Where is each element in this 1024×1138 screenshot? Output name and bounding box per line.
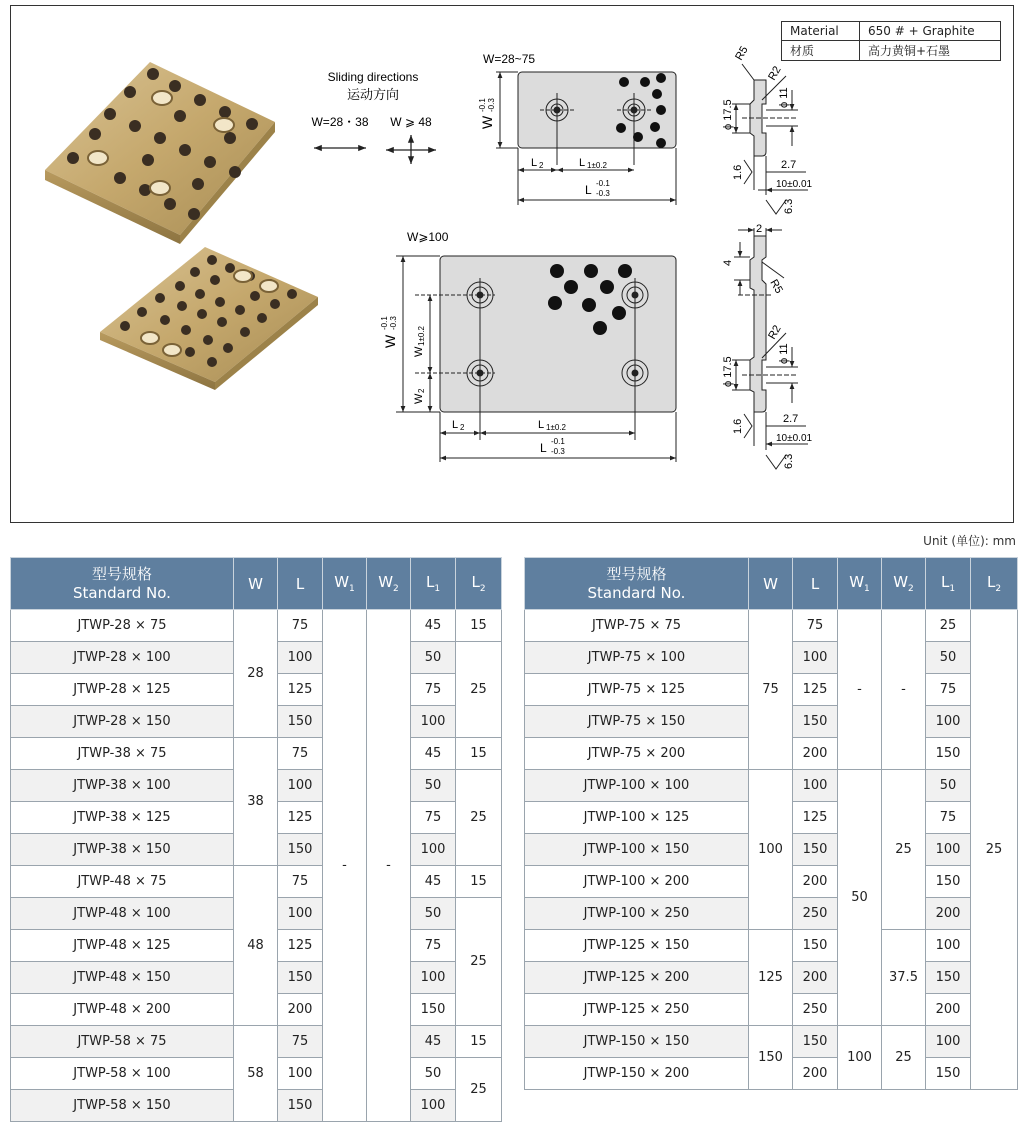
tol-plus-l2: -0.1 (551, 437, 565, 446)
cell-l: 200 (793, 866, 838, 898)
cell-w2: - (882, 610, 926, 770)
label-l2-plan2: L (452, 419, 459, 431)
phi175-top: ϕ 17.5 (722, 99, 734, 130)
cell-std: JTWP-38 × 75 (11, 738, 234, 770)
d63-bottom: 6.3 (783, 453, 795, 469)
cell-std: JTWP-75 × 75 (525, 610, 749, 642)
cell-l: 125 (793, 674, 838, 706)
cell-w1: - (323, 610, 367, 1122)
table-row (525, 610, 1018, 642)
label-l-plan2: L (540, 441, 547, 455)
cell-l1: 200 (926, 898, 971, 930)
cell-l: 150 (278, 834, 323, 866)
cell-l1: 50 (411, 1058, 456, 1090)
cell-l1: 200 (926, 994, 971, 1026)
cell-l1: 100 (926, 1026, 971, 1058)
cell-w2: - (367, 610, 411, 1122)
cell-w1: - (838, 610, 882, 770)
cell-l: 75 (278, 610, 323, 642)
label-l1-plan1: L (579, 157, 586, 169)
label-l2-plan1-sub: 2 (539, 161, 544, 170)
cell-l: 125 (278, 802, 323, 834)
sliding-w-large: W ⩾ 48 (390, 115, 432, 129)
material-label-cn: 材质 (782, 41, 860, 61)
cell-l1: 75 (411, 802, 456, 834)
cell-std: JTWP-38 × 125 (11, 802, 234, 834)
table-header-row (11, 558, 502, 610)
cell-l2: 25 (456, 898, 502, 1026)
cell-l: 150 (278, 962, 323, 994)
cell-std: JTWP-58 × 75 (11, 1026, 234, 1058)
cell-l1: 50 (926, 770, 971, 802)
cell-std: JTWP-100 × 100 (525, 770, 749, 802)
cell-w2: 37.5 (882, 930, 926, 1026)
header-l1: $L_1$ (926, 558, 971, 610)
sliding-title-en: Sliding directions (327, 70, 419, 84)
cell-l2: 25 (456, 642, 502, 738)
cell-l1: 45 (411, 1026, 456, 1058)
table-row (525, 770, 1018, 802)
cell-l: 250 (793, 898, 838, 930)
unit-label: Unit (单位): mm (923, 534, 1016, 548)
cell-l: 125 (793, 802, 838, 834)
table-row (11, 738, 502, 770)
cell-std: JTWP-100 × 125 (525, 802, 749, 834)
cell-l1: 75 (411, 930, 456, 962)
cell-l: 125 (278, 674, 323, 706)
cell-l1: 100 (411, 834, 456, 866)
cell-std: JTWP-48 × 200 (11, 994, 234, 1026)
label-w-top: W=28~75 (483, 52, 536, 66)
cell-w2: 25 (882, 1026, 926, 1090)
cell-w: 28 (234, 610, 278, 738)
cell-l: 200 (793, 738, 838, 770)
spec-table-right (524, 557, 1018, 1090)
sliding-w-small: W=28・38 (311, 115, 369, 129)
cell-w: 38 (234, 738, 278, 866)
d2-bottom: 2 (756, 223, 763, 235)
tol-minus-l2: -0.3 (551, 447, 565, 456)
tol-minus-w2: -0.3 (389, 316, 398, 330)
header-w2: $W_2$ (367, 558, 411, 610)
cell-l1: 150 (411, 994, 456, 1026)
d10-top: 10±0.01 (776, 179, 813, 190)
header-w2: $W_2$ (882, 558, 926, 610)
cell-l: 125 (278, 930, 323, 962)
cell-l2: 15 (456, 610, 502, 642)
d63-top: 6.3 (783, 198, 795, 214)
r5-bottom: R5 (767, 277, 785, 296)
d4-bottom: 4 (722, 259, 734, 266)
cell-l1: 50 (411, 770, 456, 802)
cell-l: 200 (793, 962, 838, 994)
cell-l: 150 (793, 706, 838, 738)
header-w1: $W_1$ (323, 558, 367, 610)
label-w1-plan2-sub: 1±0.2 (417, 326, 426, 346)
cell-l2: 15 (456, 866, 502, 898)
d16-bottom: 1.6 (732, 418, 744, 434)
cell-std: JTWP-150 × 200 (525, 1058, 749, 1090)
cell-l1: 75 (926, 674, 971, 706)
header-l1: $L_1$ (411, 558, 456, 610)
d10-bottom: 10±0.01 (776, 433, 813, 444)
cell-l1: 45 (411, 738, 456, 770)
cell-l: 150 (793, 930, 838, 962)
cell-l: 150 (278, 1090, 323, 1122)
cell-w: 100 (749, 770, 793, 930)
cell-w: 48 (234, 866, 278, 1026)
cell-l1: 100 (926, 930, 971, 962)
cell-l1: 45 (411, 866, 456, 898)
cell-l2: 15 (456, 738, 502, 770)
cell-l: 200 (793, 1058, 838, 1090)
cell-l1: 100 (926, 834, 971, 866)
cell-l1: 50 (411, 642, 456, 674)
spec-table-left (10, 557, 502, 1122)
tol-plus-l1: -0.1 (596, 179, 610, 188)
cell-std: JTWP-125 × 200 (525, 962, 749, 994)
label-l-plan1: L (585, 183, 592, 197)
cell-l: 75 (793, 610, 838, 642)
plan-view-wide (396, 256, 676, 462)
r2-bottom: R2 (766, 323, 784, 342)
cell-l1: 100 (926, 706, 971, 738)
tol-plus-w1: -0.1 (478, 98, 487, 112)
label-w2-plan2-sub: 2 (417, 388, 426, 393)
label-l2-plan1: L (531, 157, 538, 169)
tol-minus-w1: -0.3 (487, 98, 496, 112)
cell-std: JTWP-28 × 150 (11, 706, 234, 738)
cell-l2: 25 (971, 610, 1018, 1090)
cell-l1: 150 (926, 738, 971, 770)
cell-l: 100 (278, 770, 323, 802)
cell-l: 150 (793, 834, 838, 866)
cell-l: 100 (793, 642, 838, 674)
cell-std: JTWP-125 × 250 (525, 994, 749, 1026)
cell-std: JTWP-100 × 150 (525, 834, 749, 866)
header-w: W (234, 558, 278, 610)
cell-std: JTWP-38 × 100 (11, 770, 234, 802)
phi175-bottom: ϕ 17.5 (722, 356, 734, 387)
r2-top: R2 (766, 64, 784, 83)
cell-std: JTWP-58 × 150 (11, 1090, 234, 1122)
cell-l1: 45 (411, 610, 456, 642)
cell-std: JTWP-100 × 200 (525, 866, 749, 898)
cell-l: 250 (793, 994, 838, 1026)
label-w-plan2: W (382, 334, 398, 348)
cell-l: 100 (278, 898, 323, 930)
label-l1-plan2: L (538, 419, 545, 431)
cell-l: 200 (278, 994, 323, 1026)
cell-l1: 150 (926, 866, 971, 898)
cell-w2: 25 (882, 770, 926, 930)
cell-std: JTWP-38 × 150 (11, 834, 234, 866)
label-l2-plan2-sub: 2 (460, 423, 465, 432)
header-l2: $L_2$ (456, 558, 502, 610)
cell-std: JTWP-28 × 75 (11, 610, 234, 642)
material-label: Material (782, 22, 860, 41)
cell-std: JTWP-150 × 150 (525, 1026, 749, 1058)
header-standard: 型号规格 Standard No. (11, 558, 234, 610)
material-value: 650 # + Graphite (860, 22, 1001, 41)
cell-std: JTWP-75 × 200 (525, 738, 749, 770)
table-row (11, 1026, 502, 1058)
table-row (11, 866, 502, 898)
cell-std: JTWP-48 × 100 (11, 898, 234, 930)
cell-std: JTWP-75 × 100 (525, 642, 749, 674)
header-l: L (793, 558, 838, 610)
tol-plus-w2: -0.1 (380, 316, 389, 330)
tol-minus-l1: -0.3 (596, 189, 610, 198)
cell-l1: 150 (926, 1058, 971, 1090)
cell-std: JTWP-125 × 150 (525, 930, 749, 962)
cell-l1: 100 (411, 962, 456, 994)
cell-l: 100 (278, 642, 323, 674)
sliding-directions (311, 70, 436, 164)
label-w1-plan2: W (413, 346, 425, 357)
cell-std: JTWP-28 × 125 (11, 674, 234, 706)
phi11-bottom: ϕ 11 (778, 343, 790, 364)
cell-l: 100 (793, 770, 838, 802)
label-l1-plan2-sub: 1±0.2 (546, 423, 566, 432)
cell-l1: 100 (411, 706, 456, 738)
label-w-bottom: W⩾100 (407, 230, 449, 244)
header-w1: $W_1$ (838, 558, 882, 610)
header-l: L (278, 558, 323, 610)
cell-std: JTWP-28 × 100 (11, 642, 234, 674)
cell-l1: 75 (926, 802, 971, 834)
cell-w1: 100 (838, 1026, 882, 1090)
cell-w: 125 (749, 930, 793, 1026)
cell-std: JTWP-48 × 75 (11, 866, 234, 898)
table-row (525, 1026, 1018, 1058)
cell-l2: 25 (456, 1058, 502, 1122)
cell-l2: 15 (456, 1026, 502, 1058)
label-w2-plan2: W (413, 393, 425, 404)
cell-l1: 100 (411, 1090, 456, 1122)
table-row (11, 610, 502, 642)
header-w: W (749, 558, 793, 610)
cell-w: 58 (234, 1026, 278, 1122)
cell-std: JTWP-48 × 150 (11, 962, 234, 994)
cell-std: JTWP-48 × 125 (11, 930, 234, 962)
cell-l: 150 (278, 706, 323, 738)
cell-l: 150 (793, 1026, 838, 1058)
label-l1-plan1-sub: 1±0.2 (587, 161, 607, 170)
label-w-plan1: W (479, 115, 495, 129)
cell-std: JTWP-75 × 125 (525, 674, 749, 706)
cell-l1: 50 (411, 898, 456, 930)
cell-w: 75 (749, 610, 793, 770)
technical-drawing (0, 0, 1024, 525)
cell-l: 75 (278, 1026, 323, 1058)
cell-std: JTWP-75 × 150 (525, 706, 749, 738)
cell-l1: 50 (926, 642, 971, 674)
r5-top: R5 (733, 44, 751, 63)
cell-l2: 25 (456, 770, 502, 866)
table-row (525, 930, 1018, 962)
cell-std: JTWP-58 × 100 (11, 1058, 234, 1090)
cell-l1: 25 (926, 610, 971, 642)
cell-l1: 150 (926, 962, 971, 994)
header-l2: $L_2$ (971, 558, 1018, 610)
cell-w: 150 (749, 1026, 793, 1090)
sliding-title-cn: 运动方向 (346, 87, 400, 102)
table-header-row (525, 558, 1018, 610)
product-photo-large (45, 62, 275, 244)
side-profile-1 (732, 64, 808, 214)
phi11-top: ϕ 11 (778, 87, 790, 108)
cell-l: 100 (278, 1058, 323, 1090)
d27-top: 2.7 (781, 159, 797, 171)
cell-l1: 75 (411, 674, 456, 706)
material-value-cn: 高力黄铜+石墨 (860, 41, 1001, 61)
cell-w1: 50 (838, 770, 882, 1026)
cell-std: JTWP-100 × 250 (525, 898, 749, 930)
cell-l: 75 (278, 738, 323, 770)
header-standard: 型号规格 Standard No. (525, 558, 749, 610)
d16-top: 1.6 (732, 164, 744, 180)
cell-l: 75 (278, 866, 323, 898)
d27-bottom: 2.7 (783, 413, 799, 425)
product-photo-small (100, 247, 318, 390)
